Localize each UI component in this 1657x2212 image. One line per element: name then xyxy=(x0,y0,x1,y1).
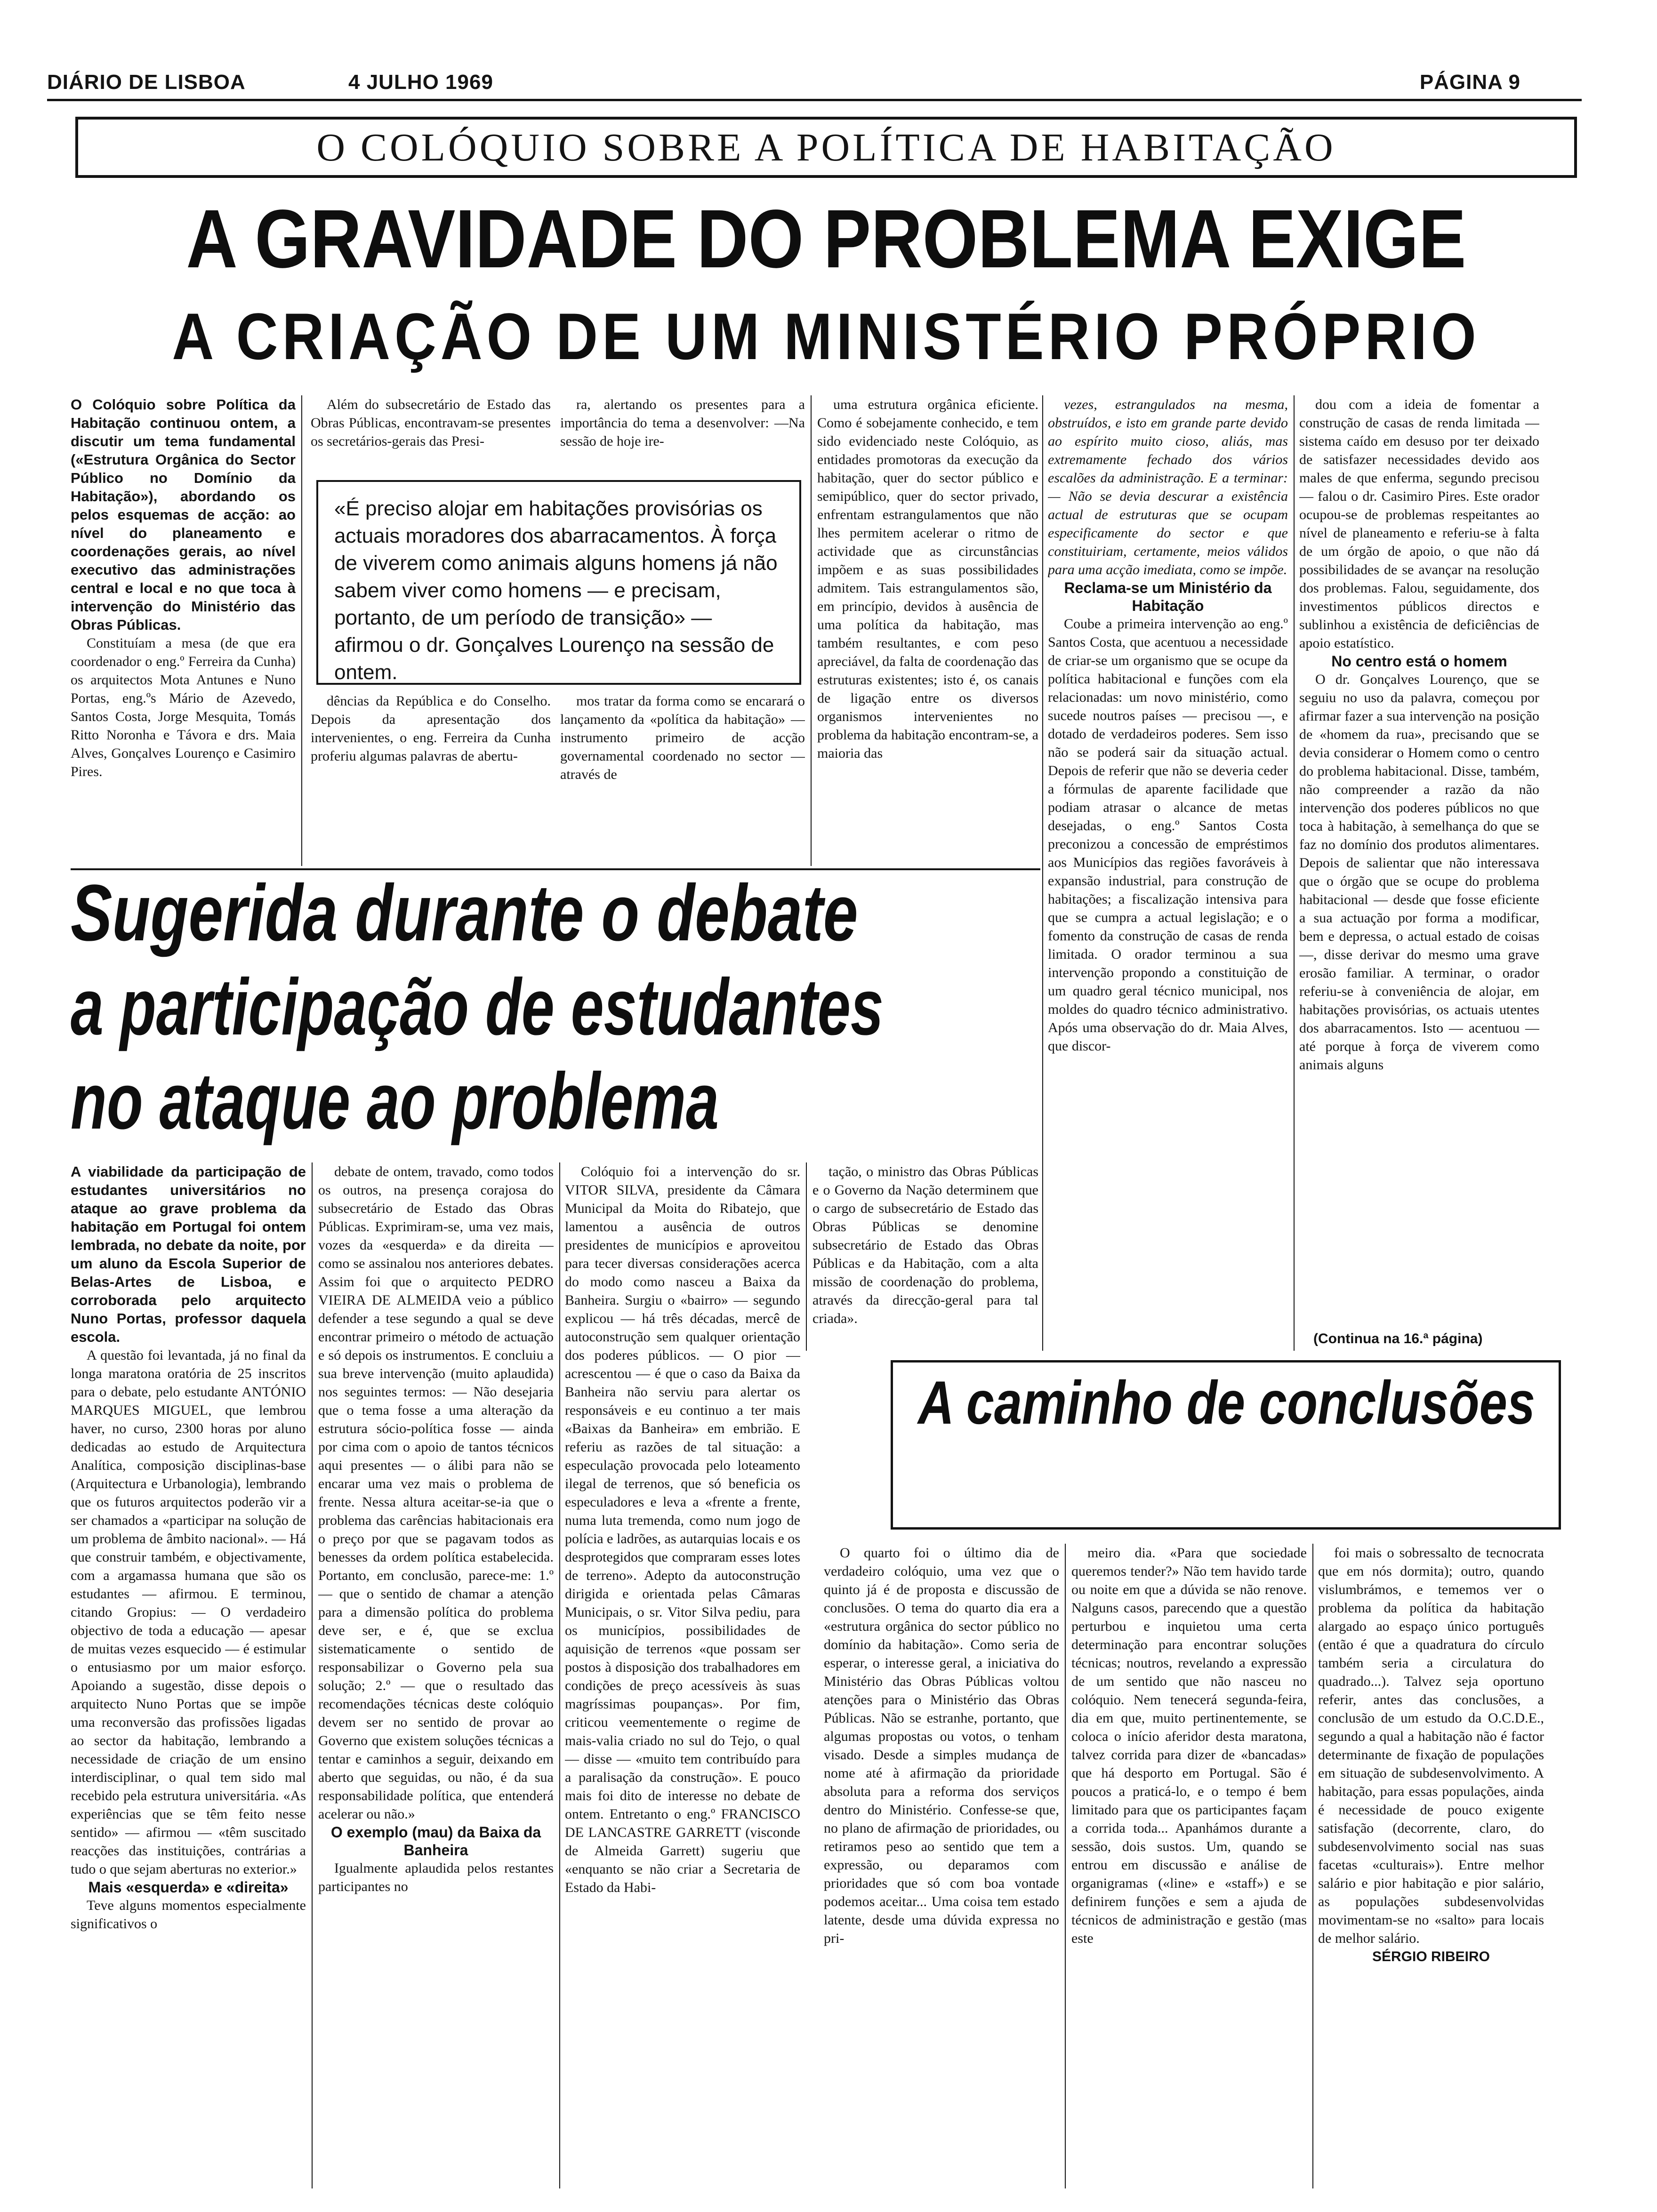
column-divider xyxy=(811,395,812,866)
paragraph: Constituíam a mesa (de que era coordenador o eng.º Ferreira da Cunha) os arquitectos Mota Antunes e Nuno Portas, eng.ºs Mário de Azevedo, Santos Costa, Jorge Mesquita, Tomás Ritto Noronha e Távora e drs. Maia Alves, Gonçalves Lourenço e Casimiro Pires. xyxy=(71,635,296,779)
box-col1 xyxy=(824,1544,1059,2188)
paragraph: foi mais o sobressalto de tecnocrata que em nós dormita); outro, quando vislumbrámos, e tememos ver o problema da política da habitação alargado ao espaço único português (então é que a quadratura do círculo também seria a circulatura do quadrado...). Talvez seja oportuno referir, antes das conclusões, a conclusão de um estudo da O.C.D.E., segundo a qual a habitação não é factor determinante de fixação de populações em situação de subdesenvolvimento. A habitação, para essas populações, ainda é necessidade de pouco exigente satisfação (decorrente, claro, do subdesenvolvimento social nas suas facetas «culturais»). Entre melhor salário e pior habitação e pior salário, as populações subdesenvolvidas movimentam-se no «salto» para locais de melhor salário. xyxy=(1318,1545,1544,1946)
column-divider xyxy=(312,1162,313,2188)
paragraph: meiro dia. «Para que sociedade queremos tender?» Não tem havido tarde ou noite em que a dúvida se não renove. Nalguns casos, parecendo que a questão perturbou e inquietou uma certa determinação para encontrar soluções técnicas; noutros, revelando a expressão de um sentido que não nasceu no colóquio. Nem tenecerá segunda-feira, dia em que, muito pertinentemente, se coloca o início aferidor desta maratona, talvez corrida para dizer de «bancadas» que há desporto em Portugal. São é poucos a praticá-lo, e o tempo é bem limitado para que os participantes façam a corrida toda... Apanhámos durante a sessão, dois sustos. Um, quando se entrou em discussão e análise de organigramas («line» e «staff») e se definirem funções e sem a ajuda de técnicos de administração e gestão (mas este xyxy=(1071,1545,1307,1946)
page-number: PÁGINA 9 xyxy=(1419,71,1520,94)
paragraph: debate de ontem, travado, como todos os outros, na presença corajosa do subsecretário de Estado das Obras Públicas. Exprimiram-se, uma vez mais, vozes da «esquerda» e da direita — como se assinalou nos anteriores debates. Assim foi que o arquitecto PEDRO VIEIRA DE ALMEIDA veio a público defender a tese segundo a qual se deve encontrar primeiro o método de actuação e só depois os instrumentos. E concluiu a sua breve intervenção (muito aplaudida) nos seguintes termos: — Não desejaria que o tema fosse a uma alteração da estrutura sócio-política fosse — ainda por cima com o apoio de tantos técnicos aqui presentes — o álibi para não se encarar uma vez mais o problema de frente. Nessa altura aceitar-se-ia que o problema das carências habitacionais era o preço por que se pagavam todos as benesses da ordem política estabelecida. Portanto, em conclusão, parece-me: 1.º — que o sentido de chamar a atenção para a dimensão política do problema deve ser, e é, que se exclua sistematicamente o sentido de responsabilizar o Governo pela sua solução; 2.º — que o resultado das recomendações técnicas deste colóquio devem ser no sentido de provar ao Governo que existem soluções técnicas a tentar e caminhos a seguir, deixando em aberto que seguidas, ou não, é da sua responsabilidade política, que entenderá acelerar ou não.» xyxy=(318,1164,554,1822)
issue-date: 4 JULHO 1969 xyxy=(348,71,493,94)
paragraph: O dr. Gonçalves Lourenço, que se seguiu no uso da palavra, começou por afirmar fazer a sua intervenção na posição de «homem da rua», precisando que se devia considerar o Homem como o centro do problema habitacional. Disse, também, não compreender a razão da não intervenção dos poderes públicos no que toca à habitação, à semelhança do que se faz no domínio dos produtos alimentares. Depois de salientar que não interessava que o órgão que se ocupe do problema habitacional — desde que fosse eficiente a sua actuação por forma a modificar, bem e depressa, o actual estado de coisas —, disse derivar do mesmo uma grave erosão familiar. A terminar, o orador referiu-se à conveniência de alojar, em habitações provisórias, os actuais utentes dos abarracamentos. Isto — acentuou — até porque à força de viverem como animais alguns xyxy=(1299,672,1539,1073)
main-headline: A GRAVIDADE DO PROBLEMA EXIGE xyxy=(186,193,1466,285)
top-article-col5 xyxy=(1048,395,1288,1351)
box-col3 xyxy=(1318,1544,1544,2188)
column-divider xyxy=(1294,395,1295,1351)
mid-article-colC xyxy=(565,1162,800,2188)
top-article-col2a xyxy=(311,395,551,475)
masthead-rule xyxy=(47,99,1582,101)
paragraph: dências da República e do Conselho. Depois da apresentação dos intervenientes, o eng. Ferreira da Cunha proferiu algumas palavras de abertu- xyxy=(311,693,551,764)
second-headline-line2: a participação de estudantes xyxy=(71,962,884,1052)
paragraph: vezes, estrangulados na mesma, obstruídos, e isto em grande parte devido ao espírito muito cioso, aliás, mas extremamente fechado dos vários escalões da administração. E a terminar: — Não se devia descurar a existência actual de estruturas que se ocupam especificamente do sector e que constituiriam, certamente, meios válidos para uma acção imediata, como se impõe. xyxy=(1048,397,1288,577)
second-headline-line3: no ataque ao problema xyxy=(71,1057,719,1146)
column-divider xyxy=(559,1162,560,2188)
mid-article-colD xyxy=(812,1162,1038,1351)
pull-quote: «É preciso alojar em habitações provisórias os actuais moradores dos abarracamentos. À força de viverem como animais alguns homens já não sabem viver como homens — e precisam, portanto, de um período de transição» — afirmou o dr. Gonçalves Lourenço na sessão de ontem. xyxy=(316,480,801,685)
top-article-col2b xyxy=(311,692,551,861)
article-lead: O Colóquio sobre Política da Habitação continuou ontem, a discutir um tema fundamental («Estrutura Orgânica do Sector Público no Domínio da Habitação»), abordando os pelos esquemas de acção: ao nível do planeamento e coordenações gerais, ao nível executivo das administrações central e local e no que toca à intervenção do Ministério das Obras Públicas. xyxy=(71,396,296,633)
paragraph: Colóquio foi a intervenção do sr. VITOR SILVA, presidente da Câmara Municipal da Moita do Ribatejo, que lamentou a ausência de outros presidentes de municípios e aproveitou para tecer diversas considerações acerca do modo como nasceu a Baixa da Banheira. Surgiu o «bairro» — segundo explicou — há três décadas, mercê de autoconstrução sem qualquer orientação dos poderes públicos. — O pior — acrescentou — é que o caso da Baixa da Banheira não serviu para alertar os responsáveis e eu continuo a ter mais «Baixas da Banheira» em embrião. E referiu as razões de tal situação: a especulação provocada pelo loteamento ilegal de terrenos, que só beneficia os especuladores e leva a «frente a frente, numa luta tremenda, como num jogo de polícia e ladrões, as autarquias locais e os desprotegidos que compraram esses lotes de terreno». Adepto da autoconstrução dirigida e orientada pelas Câmaras Municipais, o sr. Vitor Silva pediu, para os municípios, possibilidades de aquisição de terrenos «que possam ser postos à disposição dos trabalhadores em condições de preço acessíveis às suas magríssimas poupanças». Por fim, criticou veementemente o regime de mais-valia criado no sul do Tejo, o qual — disse — «muito tem contribuído para a paralisação da construção». E pouco mais foi dito de interesse no debate de ontem. Entretanto o eng.º FRANCISCO DE LANCASTRE GARRETT (visconde de Almeida Garrett) sugeriu que «enquanto se não criar a Secretaria de Estado da Habi- xyxy=(565,1164,800,1895)
subheading: O exemplo (mau) da Baixa da Banheira xyxy=(330,1824,541,1859)
paragraph: mos tratar da forma como se encarará o lançamento da «política da habitação» — instrumento primeiro de acção governamental coordenado no sector — através de xyxy=(560,693,805,782)
box-col2 xyxy=(1071,1544,1307,2188)
article-lead: A viabilidade da participação de estudantes universitários no ataque ao grave problema da habitação em Portugal foi ontem lembrada, no debate da noite, por um aluno da Escola Superior de Belas-Artes de Lisboa, e corroborada pelo arquitecto Nuno Portas, professor daquela escola. xyxy=(71,1163,306,1345)
column-divider xyxy=(1312,1544,1313,2188)
continued-note: (Continua na 16.ª página) xyxy=(1313,1331,1483,1346)
paragraph: ra, alertando os presentes para a importância do tema a desenvolver: —Na sessão de hoje ire- xyxy=(560,397,805,449)
paragraph: uma estrutura orgânica eficiente. Como é sobejamente conhecido, e tem sido evidenciado neste Colóquio, as entidades promotoras da execução da habitação, quer do sector público e semipúblico, quer do sector privado, enfrentam estrangulamentos que não lhes permitem acelerar o ritmo de actividade que as circunstâncias impõem e as suas possibilidades admitem. Tais estrangulamentos são, em princípio, devidos à ausência de uma política da habitação, mas também resultantes, e com peso apreciável, da falta de coordenação das estruturas existentes; isto é, os canais de ligação entre os diversos organismos intervenientes no problema da habitação encontram-se, a maioria das xyxy=(817,397,1038,761)
newspaper-name: DIÁRIO DE LISBOA xyxy=(47,71,246,94)
column-divider xyxy=(1065,1544,1066,2188)
byline: SÉRGIO RIBEIRO xyxy=(1372,1949,1490,1964)
paragraph: O quarto foi o último dia de verdadeiro colóquio, uma vez que o quinto já é de proposta e discussão de conclusões. O tema do quarto dia era a «estrutura orgânica do sector público no domínio da habitação». Como seria de esperar, o interesse geral, a iniciativa do Ministério das Obras Públicas voltou atenções para o Ministério das Obras Públicas. Não se estranhe, portanto, que algumas propostas ou votos, o tenham visado. Desde a simples mudança de nome até à afirmação da prioridade absoluta para a reforma dos serviços dentro do Ministério. Confesse-se que, no plano de afirmação de prioridades, ou retiramos peso ao sentido que tem a expressão, ou deparamos com prioridades que só com boa vontade podemos aceitar... Uma coisa tem estado latente, desde uma dúvida expressa no pri- xyxy=(824,1545,1059,1946)
paragraph: tação, o ministro das Obras Públicas e o Governo da Nação determinem que o cargo de subsecretário de Estado das Obras Públicas se denomine subsecretário de Estado das Obras Públicas e da Habitação, com a alta missão de coordenação do problema, através da direcção-geral para tal criada». xyxy=(812,1164,1038,1326)
section-banner: O COLÓQUIO SOBRE A POLÍTICA DE HABITAÇÃO xyxy=(75,117,1577,178)
main-subheadline: A CRIAÇÃO DE UM MINISTÉRIO PRÓPRIO xyxy=(172,299,1480,373)
paragraph: Teve alguns momentos especialmente significativos o xyxy=(71,1898,306,1931)
paragraph: Além do subsecretário de Estado das Obras Públicas, encontravam-se presentes os secretários-gerais das Presi- xyxy=(311,397,551,449)
column-divider xyxy=(806,1162,807,1351)
paragraph: Igualmente aplaudida pelos restantes participantes no xyxy=(318,1860,554,1894)
subheading: Reclama-se um Ministério da Habitação xyxy=(1064,579,1272,614)
mid-article-colA xyxy=(71,1162,306,2188)
subheading: No centro está o homem xyxy=(1331,653,1507,670)
top-article-col4 xyxy=(817,395,1038,861)
conclusions-title: A caminho de conclusões xyxy=(918,1368,1536,1437)
mid-article-colB xyxy=(318,1162,554,2188)
column-divider xyxy=(301,395,302,866)
top-article-col3a xyxy=(560,395,805,475)
second-headline-line1: Sugerida durante o debate xyxy=(71,868,858,958)
paragraph: A questão foi levantada, já no final da longa maratona oratória de 25 inscritos para o debate, pelo estudante ANTÓNIO MARQUES MIGUEL, que lembrou haver, no curso, 2300 horas por aluno dedicadas ao estudo de Arquitectura Analítica, composição disciplinas-base (Arquitectura e Urbanologia), lembrando que os futuros arquitectos poderão vir a ser chamados a «participar na solução de um problema de âmbito nacional». — Há que construir também, e objectivamente, com a argamassa humana que são os estudantes — afirmou. E terminou, citando Gropius: — O verdadeiro objectivo de toda a educação — apesar de muitas vezes esquecido — é estimular o entusiasmo por um maior esforço. Apoiando a sugestão, disse depois o arquitecto Nuno Portas que se impõe uma reconversão das profissões ligadas ao sector da habitação, lembrando a necessidade de criação de um ensino interdisciplinar, o qual tem sido mal recebido pela estrutura universitária. «As experiências que se têm feito nesse sentido» — afirmou — «têm suscitado reacções das instituições, contrárias a tudo o que sejam aberturas no exterior.» xyxy=(71,1347,306,1877)
top-article-col3b xyxy=(560,692,805,861)
paragraph: dou com a ideia de fomentar a construção de casas de renda limitada — sistema caído em desuso por ter deixado de satisfazer necessidades devido aos males de que enferma, segundo precisou — falou o dr. Casimiro Pires. Este orador ocupou-se de problemas respeitantes ao nível de planeamento e referiu-se à falta de um órgão de apoio, o que não dá possibilidades de se avançar na resolução dos problemas. Falou, seguidamente, dos investimentos públicos directos e sublinhou a existência de deficiências de apoio estatístico. xyxy=(1299,397,1539,651)
column-divider xyxy=(1042,395,1043,1351)
top-article-col6 xyxy=(1299,395,1539,1332)
subheading: Mais «esquerda» e «direita» xyxy=(88,1879,289,1896)
paragraph: Coube a primeira intervenção ao eng.º Santos Costa, que acentuou a necessidade de criar-se um organismo que se ocupe da política habitacional e funções com ela relacionadas: um novo ministério, como sucede noutros países — precisou —, e dotado de verdadeiros poderes. Sem isso não se poderá sair da situação actual. Depois de referir que não se deveria ceder a fórmulas de aparente facilidade que podiam atrasar o alcance de metas desejadas, o eng.º Santos Costa preconizou a concessão de empréstimos aos Municípios das regiões favoráveis à expansão industrial, para construção de habitações; a fiscalização intensiva para que se cumpra a actual legislação; e o fomento da construção de casas de renda limitada. O orador terminou a sua intervenção propondo a constituição de um quadro geral técnico municipal, nos moldes do quadro técnico administrativo. Após uma observação do dr. Maia Alves, que discor- xyxy=(1048,616,1288,1054)
